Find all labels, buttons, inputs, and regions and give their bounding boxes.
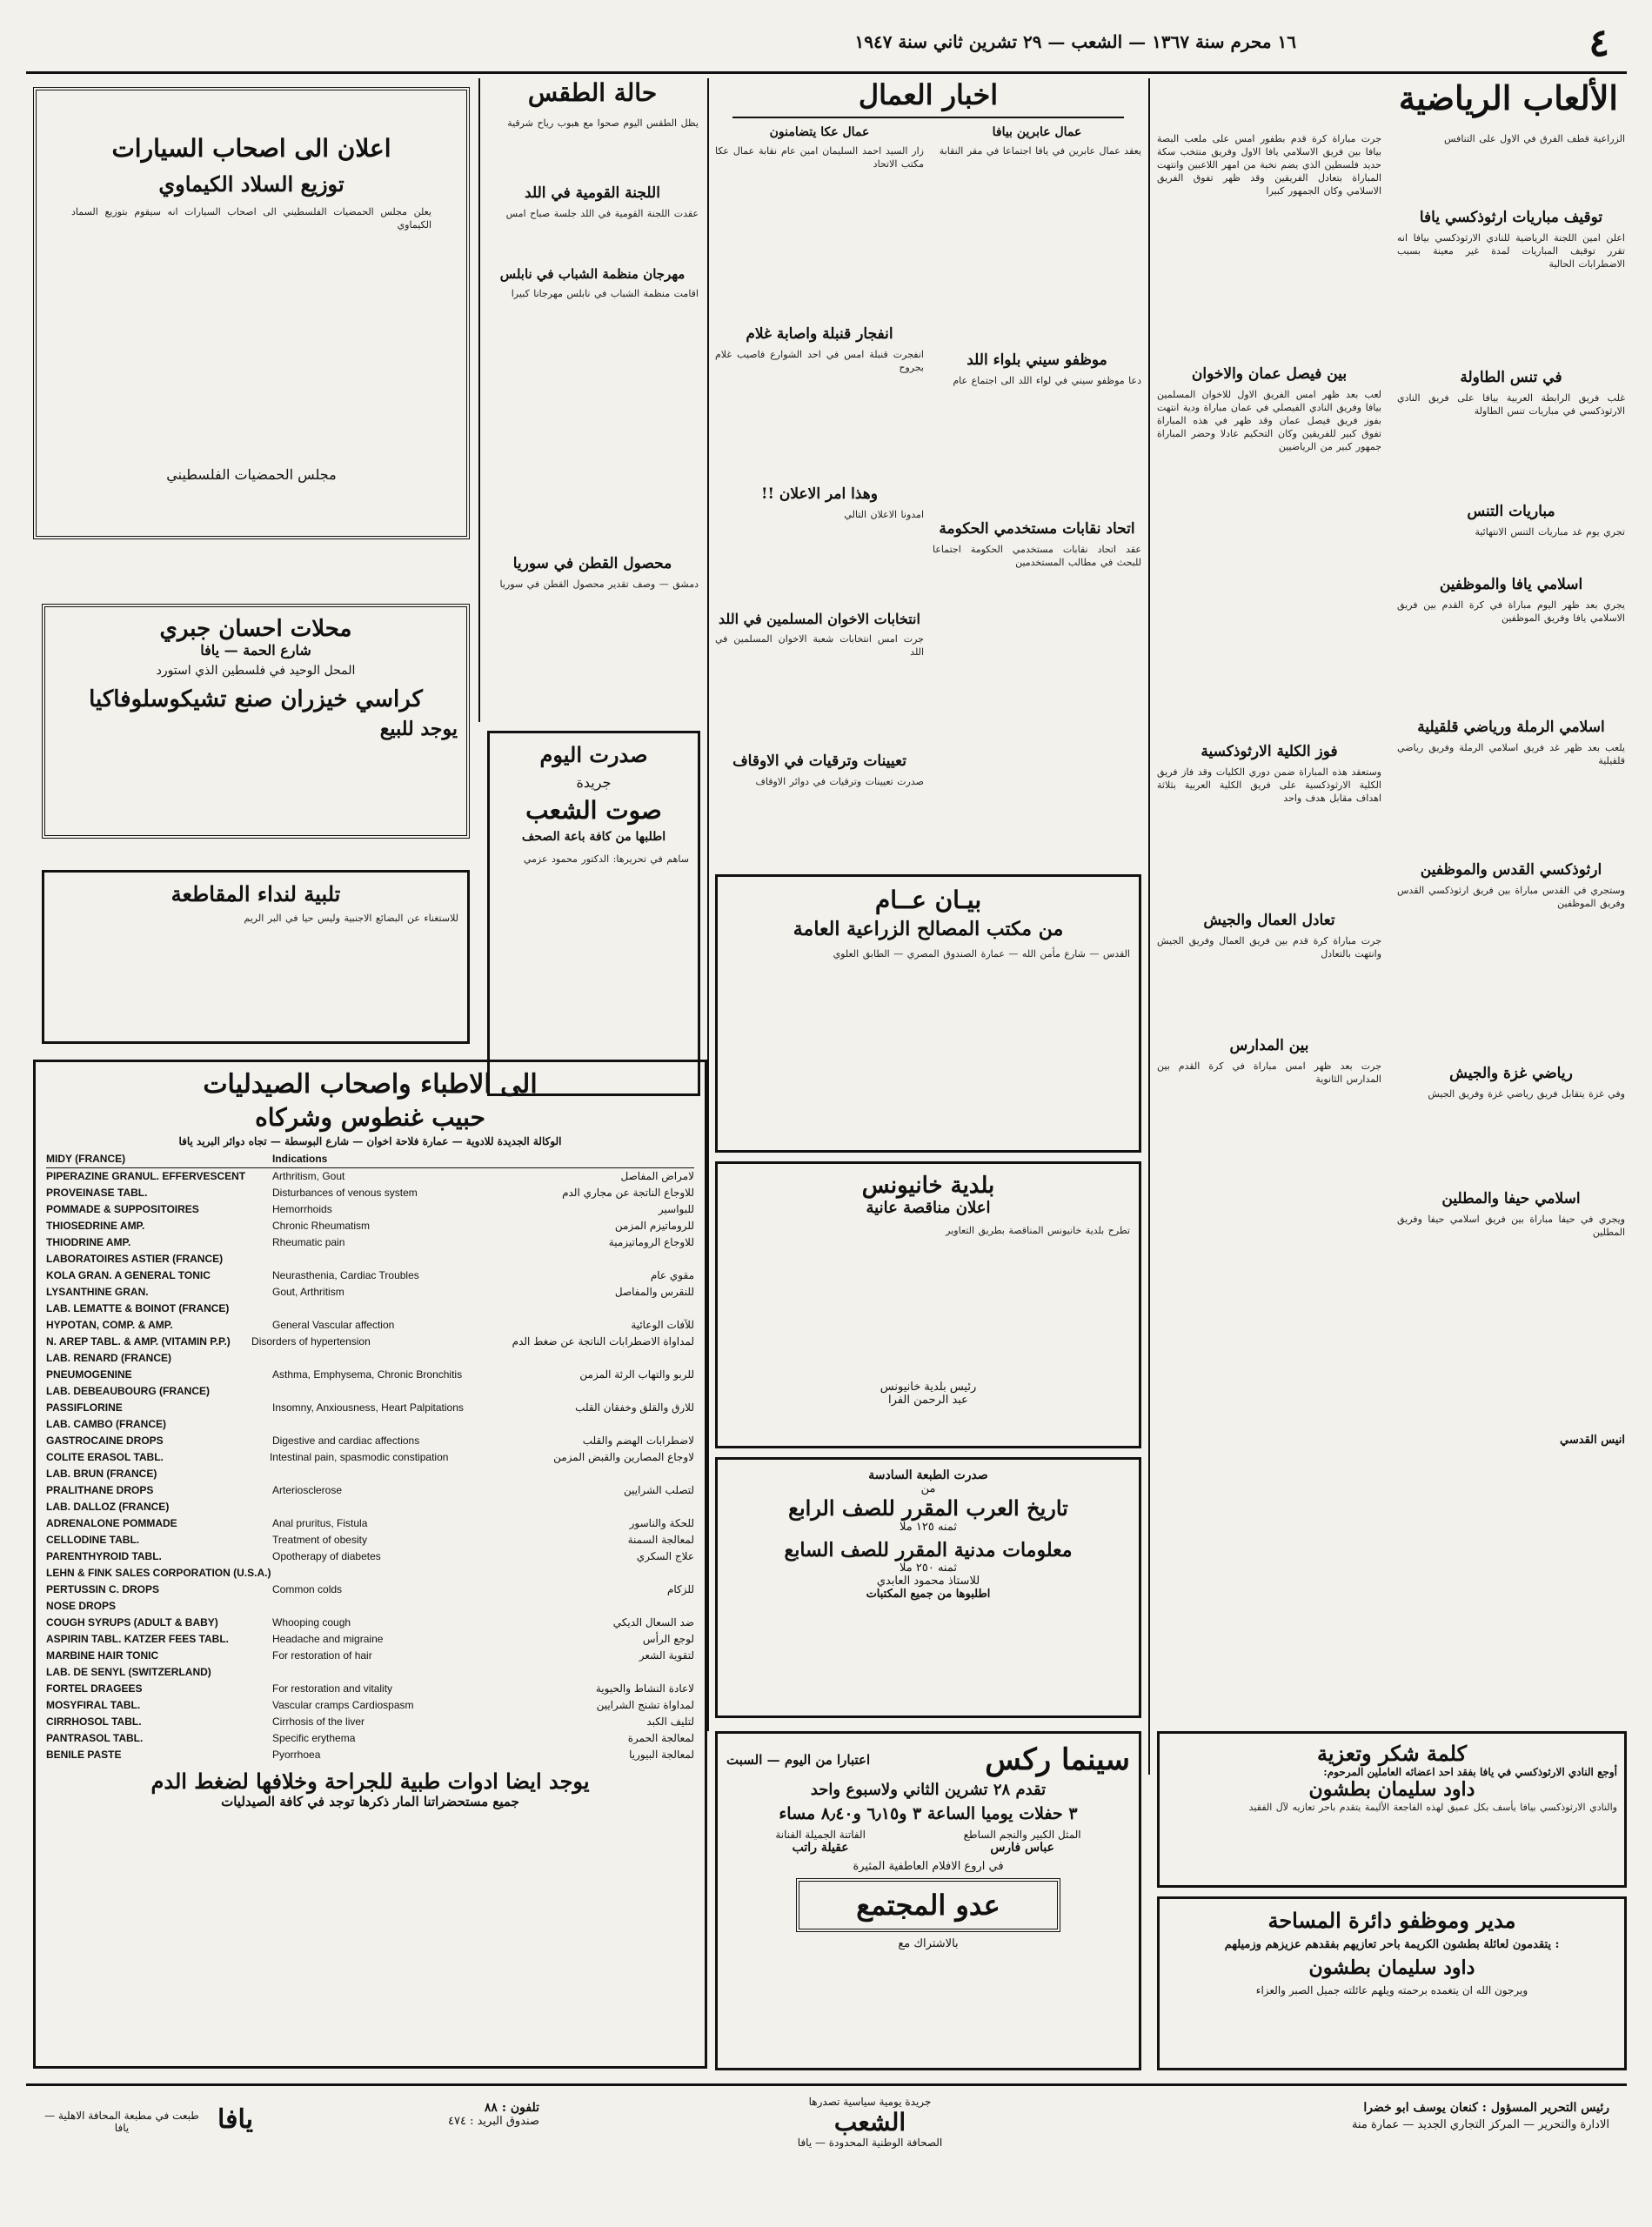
pharmacy-row: PARENTHYROID TABL. Opotherapy of diabetes علاج السكري [46, 1550, 694, 1562]
sports-mid-head: بين فيصل عمان والاخوان [1191, 365, 1348, 383]
pharmacy-row: PROVEINASE TABL. Disturbances of venous system للاوجاع الناتجة عن مجاري الدم [46, 1187, 694, 1199]
pharmacy-row: LAB. DE SENYL (SWITZERLAND) [46, 1666, 211, 1678]
sports-signature: انيس القدسي [1560, 1434, 1625, 1447]
pharmacy-ad: الى الاطباء واصحاب الصيدليات حبيب غنطوس وشركاه الوكالة الجديدة للادوية — عمارة فلاحة اخوان — شارع البوسطة — تجاه دوائر البريد يافا MIDY (FRANCE) Indications PIPERAZINE GRANUL. EFFERVESCENT Arthritism, Gout لامراض المفاصل PROVEINASE TABL. Disturbances of venous system للاوجاع الناتجة عن مجاري الدم POMMADE & SUPPOSITOIRES Hemorrhoids للبواسير THIOSEDRINE AMP. Chronic Rheumatism للروماتيزم المزمن THIODRINE AMP. Rheumatic pain للاوجاع الروماتيزمية LABORATOIRES ASTIER (FRANCE) KOLA GRAN. A GENERAL TONIC Neurasthenia, Cardiac Troubles مقوي عام LYSANTHINE GRAN. Gout, Arthritism للنقرس والمفاصل LAB. LEMATTE & BOINOT (FRANCE) HYPOTAN, COMP. & AMP. General Vascular affection للآفات الوعائية N. AREP TABL. & AMP. (VITAMIN P.P.) Disorders of hypertension لمداواة الاضطرابات الناتجة عن ضغط الدم LAB. RENARD (FRANCE) PNEUMOGENINE Asthma, Emphysema, Chronic Bronchitis للربو والتهاب الرئة المزمن LAB. DEBEAUBOURG (FRANCE) PASSIFLORINE Insomny, Anxiousness, Heart Palpitations للارق والقلق وخفقان القلب LAB. CAMBO (FRANCE) GASTROCAINE DROPS Digestive and cardiac affections لاضطرابات الهضم والقلب COLITE ERASOL TABL. Intestinal pain, spasmodic constipation لاوجاع المصارين والقبض المزمن LAB. BRUN (FRANCE) PRALITHANE DROPS Arteriosclerose لتصلب الشرايين LAB. DALLOZ (FRANCE) ADRENALONE POMMADE Anal pruritus, Fistula للحكة والناسور CELLODINE TABL. Treatment of obesity لمعالجة السمنة PARENTHYROID TABL. Opotherapy of diabetes علاج السكري LEHN & FINK SALES CORPORATION (U.S.A.) PERTUSSIN C. DROPS Common colds للزكام NOSE DROPS COUGH SYRUPS (ADULT & BABY) Whooping cough ضد السعال الديكي ASPIRIN TABL. KATZER FEES TABL. Headache and migraine لوجع الرأس MARBINE HAIR TONIC For restoration of hair لتقوية الشعر LAB. DE SENYL (SWITZERLAND) FORTEL DRAGEES For restoration and vitality لاعادة النشاط والحيوية MOSYFIRAL TABL. Vascular cramps Cardiospasm لمداواة تشنج الشرايين CIRRHOSOL TABL. Cirrhosis of the liver لتليف الكبد PANTRASOL TABL. Specific erythema لمعالجة الحمرة BENILE PASTE Pyorrhoea لمعالجة البيوريا يوجد ايضا ادوات طبية للجراحة وخلافها لضغط الدم جميع مستحضراتنا المار ذكرها توجد في كافة الصيدليات [33, 1060, 707, 2069]
pharmacy-row: PERTUSSIN C. DROPS Common colds للزكام [46, 1583, 694, 1595]
workers-title: اخبار العمال [858, 78, 999, 111]
pharmacy-row: ADRENALONE POMMADE Anal pruritus, Fistula للحكة والناسور [46, 1517, 694, 1529]
boycott-ad: تلبية لنداء المقاطعة للاستغناء عن البضائع الاجنبية وليس حيا في البر الريم [42, 870, 470, 1044]
sports-title: الألعاب الرياضية [1398, 78, 1618, 117]
cinema-ad: سينما ركس اعتبارا من اليوم — السبت تقدم ٢٨ تشرين الثاني ولاسبوع واحد ٣ حفلات يوميا الساعة ٣ و٦٫١٥ و٨٫٤٠ مساء المثل الكبير والنجم الساطع عباس فارس الفاتنة الجميلة الفنانة عقيلة راتب في اروع الافلام العاطفية المثيرة عدو المجتمع بالاشتراك مع [715, 1731, 1141, 2070]
pharmacy-row: LEHN & FINK SALES CORPORATION (U.S.A.) [46, 1567, 271, 1579]
pharmacy-row: KOLA GRAN. A GENERAL TONIC Neurasthenia, Cardiac Troubles مقوي عام [46, 1269, 694, 1281]
pharmacy-row: BENILE PASTE Pyorrhoea لمعالجة البيوريا [46, 1749, 694, 1761]
pharmacy-row: CELLODINE TABL. Treatment of obesity لمعالجة السمنة [46, 1534, 694, 1546]
footer: رئيس التحرير المسؤول : كنعان يوسف ابو خضرا الادارة والتحرير — المركز التجاري الجديد — عمارة منة جريدة يومية سياسية تصدرها الشعب الصحافة الوطنية المحدودة — يافا تلفون : ٨٨ صندوق البريد : ٤٧٤ يافا طبعت في مطبعة المحافة الاهلية — يافا [44, 2096, 1609, 2149]
sports-body: جرت مباراة كرة قدم بطفور امس على ملعب البصة بيافا بين فريق الاسلامي يافا الاول وفريق منتخب سكة حديد فلسطين الذي يضم نخبة من امهر اللاعبين وانتهت المباراة بتعادل الفريقين وقد ظهر تفوق الفريق الاسلامي وكان الجمهور كبيرا [1157, 133, 1381, 197]
masthead [26, 21, 1627, 70]
pharmacy-row: MARBINE HAIR TONIC For restoration of hair لتقوية الشعر [46, 1649, 694, 1662]
khan-ad: بلدية خانيونس اعلان مناقصة عانية تطرح بلدية خانيونس المناقصة بطريق التعاوير رئيس بلدية خانيونس عبد الرحمن الفرا [715, 1161, 1141, 1448]
pharmacy-row: N. AREP TABL. & AMP. (VITAMIN P.P.) Disorders of hypertension لمداواة الاضطرابات الناتجة عن ضغط الدم [46, 1335, 694, 1348]
cars-ad: اعلان الى اصحاب السيارات توزيع السلاد الكيماوي يعلن مجلس الحمضيات الفلسطيني الى اصحاب السيارات انه سيقوم بتوزيع السماد الكيماوي مجلس الحمضيات الفلسطيني [33, 87, 470, 539]
workers-section: اخبار العمال عمال عكا يتضامنون زار السيد احمد السليمان امين عام نقابة عمال عكا مكتب الاتحاد انفجار قنبلة واصابة غلام انفجرت قنبلة امس في احد الشوارع فاصيب غلام بجروح وهذا امر الاعلان !! امدونا الاعلان التالي انتخابات الاخوان المسلمين في اللد جرت امس انتخابات شعبة الاخوان المسلمين في اللد تعيينات وترقيات في الاوقاف صدرت تعيينات وترقيات في دوائر الاوقاف عمال عابرين بيافا يعقد عمال عابرين في يافا اجتماعا في مقر النقابة موظفو سيني بلواء اللد دعا موظفو سيني في لواء اللد الى اجتماع عام اتحاد نقابات مستخدمي الحكومة عقد اتحاد نقابات مستخدمي الحكومة اجتماعا للبحث في مطالب المستخدمين [715, 78, 1141, 787]
sports-section: الألعاب الرياضية جرت مباراة كرة قدم بطفور امس على ملعب البصة بيافا بين فريق الاسلامي يافا الاول وفريق منتخب سكة حديد فلسطين الذي يضم نخبة من امهر اللاعبين وانتهت المباراة بتعادل الفريقين وقد ظهر تفوق الفريق الاسلامي وكان الجمهور كبيرا بين فيصل عمان والاخوان لعب بعد ظهر امس الفريق الاول للاخوان المسلمين بيافا وفريق النادي الفيصلي في عمان مباراة ودية انتهت بفوز فريق فيصل عمان وقد ظهر في هذه المباراة تفوق كبير للفريقين وكان التحكيم عادلا وحضر المباراة جمهور كبير من الرياضيين فوز الكلية الارثوذكسية وستعقد هذه المباراة ضمن دوري الكليات وقد فاز فريق الكلية الارثوذكسية على فريق الكلية العربية بثلاثة اهداف مقابل هدف واحد تعادل العمال والجيش جرت مباراة كرة قدم بين فريق العمال وفريق الجيش وانتهت بالتعادل بين المدارس جرت بعد ظهر امس مباراة في كرة القدم بين المدارس الثانوية الزراعية قطف الفرق في الاول على التنافس توقيف مباريات ارثوذكسي يافا اعلن امين اللجنة الرياضية للنادي الارثوذكسي بيافا انه تقرر توقيف المباريات لمدة غير معينة بسبب الاضطرابات الحالية في تنس الطاولة غلب فريق الرابطة العربية بيافا على فريق النادي الارثوذكسي في مباريات تنس الطاولة مباريات التنس تجري يوم غد مباريات التنس الانتهائية اسلامي يافا والموظفين يجري بعد ظهر اليوم مباراة في كرة القدم بين فريق الاسلامي يافا وفريق الموظفين اسلامي الرملة ورياضي قلقيلية يلعب بعد ظهر غد فريق اسلامي الرملة وفريق رياضي قلقيلية ارثوذكسي القدس والموظفين وستجري في القدس مباراة بين فريق ارثوذكسي القدس وفريق الموظفين رياضي غزة والجيش وفي غزة يتقابل فريق رياضي غزة وفريق الجيش اسلامي حيفا والمطلين ويجري في حيفا مباراة بين فريق اسلامي حيفا وفريق المطلين انيس القدسي [1157, 78, 1625, 1447]
pharmacy-row: MOSYFIRAL TABL. Vascular cramps Cardiospasm لمداواة تشنج الشرايين [46, 1699, 694, 1711]
pharmacy-row: ASPIRIN TABL. KATZER FEES TABL. Headache and migraine لوجع الرأس [46, 1633, 694, 1645]
pharmacy-table [46, 1168, 694, 1763]
pharmacy-row: GASTROCAINE DROPS Digestive and cardiac affections لاضطرابات الهضم والقلب [46, 1435, 694, 1447]
pharmacy-row: LAB. BRUN (FRANCE) [46, 1468, 157, 1480]
pharmacy-row: COLITE ERASOL TABL. Intestinal pain, spasmodic constipation لاوجاع المصارين والقبض المزمن [46, 1451, 694, 1463]
pharmacy-row: CIRRHOSOL TABL. Cirrhosis of the liver لتليف الكبد [46, 1715, 694, 1728]
pharmacy-row: LAB. RENARD (FRANCE) [46, 1352, 171, 1364]
pharmacy-row: LYSANTHINE GRAN. Gout, Arthritism للنقرس والمفاصل [46, 1286, 694, 1298]
pharmacy-row: FORTEL DRAGEES For restoration and vitality لاعادة النشاط والحيوية [46, 1682, 694, 1695]
cars-ad-signature: مجلس الحمضيات الفلسطيني [166, 466, 337, 483]
survey-ad: مدير وموظفو دائرة المساحة يتقدمون لعائلة بطشون الكريمة باحر تعازيهم بفقدهم عزيزهم وزميلهم : داود سليمان بطشون ويرجون الله ان يتغمده برحمته ويلهم عائلته جميل الصبر والعزاء [1157, 1896, 1627, 2070]
cars-ad-subtitle: توزيع السلاد الكيماوي [158, 171, 344, 197]
pharmacy-row: PANTRASOL TABL. Specific erythema لمعالجة الحمرة [46, 1732, 694, 1744]
books-ad: صدرت الطبعة السادسة من تاريخ العرب المقرر للصف الرابع ثمنه ١٢٥ ملا معلومات مدنية المقرر للصف السابع ثمنه ٢٥٠ ملا للاستاذ محمود العابدي اطلبوها من جميع المكتبات [715, 1457, 1141, 1718]
pharmacy-row: COUGH SYRUPS (ADULT & BABY) Whooping cough ضد السعال الديكي [46, 1616, 694, 1628]
pharmacy-row: THIODRINE AMP. Rheumatic pain للاوجاع الروماتيزمية [46, 1236, 694, 1248]
pharmacy-row: POMMADE & SUPPOSITOIRES Hemorrhoids للبواسير [46, 1203, 694, 1215]
pharmacy-row: THIOSEDRINE AMP. Chronic Rheumatism للروماتيزم المزمن [46, 1220, 694, 1232]
pharmacy-row: LABORATOIRES ASTIER (FRANCE) [46, 1253, 224, 1265]
page-number: ٤ [1588, 21, 1609, 65]
weather-section: حالة الطقس يظل الطقس اليوم صحوا مع هبوب رياح شرقية اللجنة القومية في اللد عقدت اللجنة القومية في اللد جلسة صباح امس مهرجان منظمة الشباب في نابلس اقامت منظمة الشباب في نابلس مهرجانا كبيرا محصول القطن في سوريا دمشق — وصف تقدير محصول القطن في سوريا [483, 78, 702, 722]
pharmacy-row: PRALITHANE DROPS Arteriosclerose لتصلب الشرايين [46, 1484, 694, 1496]
pharmacy-row: NOSE DROPS [46, 1600, 117, 1612]
pharmacy-row: LAB. LEMATTE & BOINOT (FRANCE) [46, 1302, 230, 1314]
pharmacy-row: LAB. DALLOZ (FRANCE) [46, 1501, 170, 1513]
date-line: ١٦ محرم سنة ١٣٦٧ — الشعب — ٢٩ تشرين ثاني سنة ١٩٤٧ [854, 31, 1296, 52]
today-ad: صدرت اليوم جريدة صوت الشعب اطلبها من كافة باعة الصحف ساهم في تحريرها: الدكتور محمود عزمي [487, 731, 700, 1096]
pharmacy-row: HYPOTAN, COMP. & AMP. General Vascular affection للآفات الوعائية [46, 1319, 694, 1331]
thanks-ad: كلمة شكر وتعزية أوجع النادي الارثوذكسي في يافا بفقد احد اعضائه العاملين المرحوم: داود سليمان بطشون والنادي الارثوذكسي بيافا يأسف بكل عميق لهذه الفاجعة الأليمة يتقدم باحر تعازيه لآل الفقيد [1157, 1731, 1627, 1888]
ihsan-ad: محلات احسان جبري شارع الحمة — يافا المحل الوحيد في فلسطين الذي استورد كراسي خيزران صنع تشيكوسلوفاكيا يوجد للبيع [42, 604, 470, 839]
pharmacy-row: PNEUMOGENINE Asthma, Emphysema, Chronic Bronchitis للربو والتهاب الرئة المزمن [46, 1368, 694, 1381]
cars-ad-title: اعلان الى اصحاب السيارات [111, 134, 391, 163]
pharmacy-row: PASSIFLORINE Insomny, Anxiousness, Heart Palpitations للارق والقلق وخفقان القلب [46, 1401, 694, 1414]
weather-title: حالة الطقس [527, 78, 658, 107]
pharmacy-row: LAB. DEBEAUBOURG (FRANCE) [46, 1385, 210, 1397]
pharmacy-row: PIPERAZINE GRANUL. EFFERVESCENT Arthritism, Gout لامراض المفاصل [46, 1170, 694, 1182]
notice-box: بيـان عــام من مكتب المصالح الزراعية العامة القدس — شارع مأمن الله — عمارة الصندوق المصري — الطابق العلوي [715, 874, 1141, 1153]
pharmacy-row: LAB. CAMBO (FRANCE) [46, 1418, 166, 1430]
